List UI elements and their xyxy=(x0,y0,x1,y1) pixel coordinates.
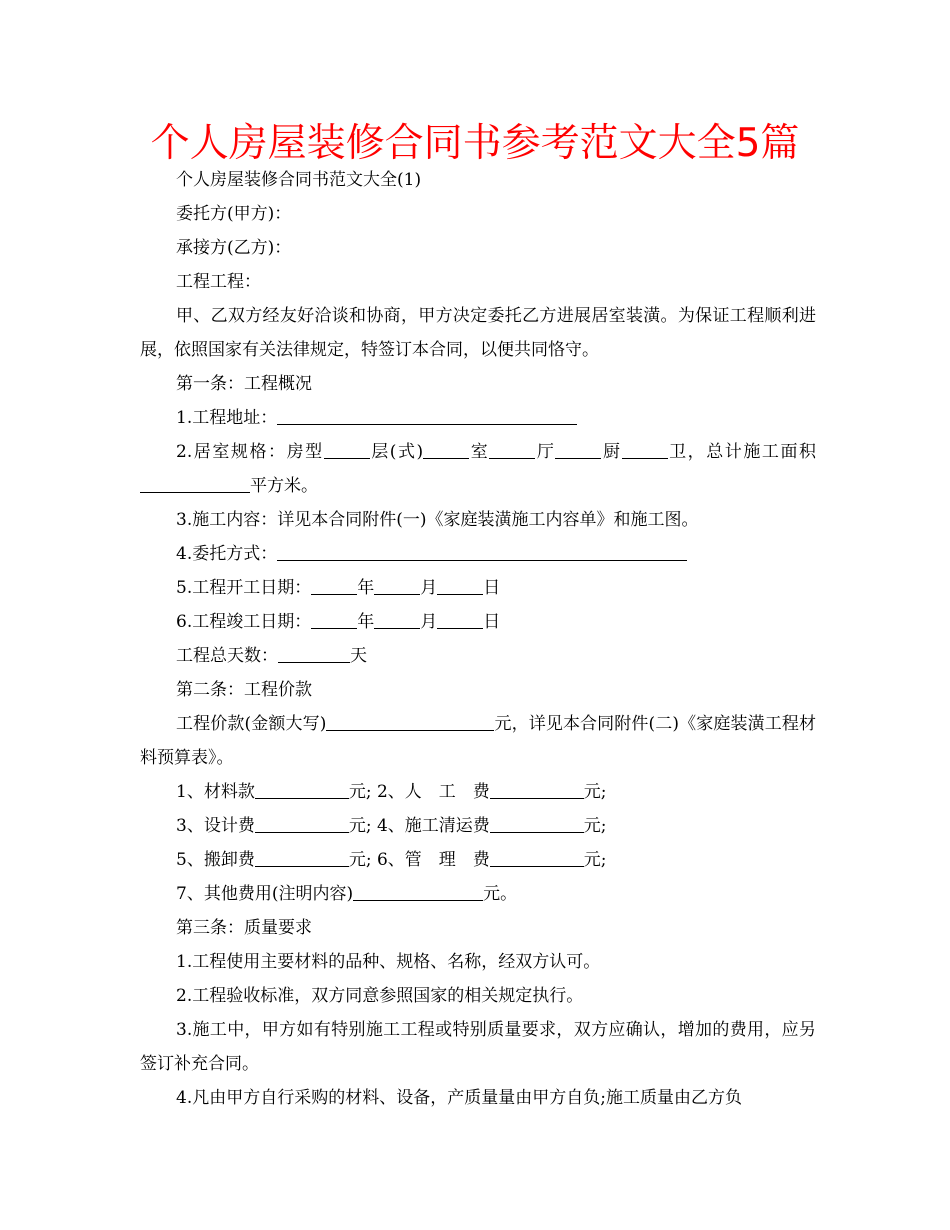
fee-label: 7、其他费用(注明内容) xyxy=(176,884,354,904)
fee-line-2 xyxy=(140,809,816,843)
room-spec-text: 卫，总计施工面积 xyxy=(667,442,817,462)
room-spec-text: 厅 xyxy=(535,442,556,462)
blank-field xyxy=(278,642,350,663)
room-spec-text: 2.居室规格：房型 xyxy=(176,442,324,462)
blank-field xyxy=(374,574,420,595)
document-body xyxy=(140,163,816,1115)
document-title: 个人房屋装修合同书参考范文大全5篇 xyxy=(150,121,800,166)
delegation-label: 4.委托方式： xyxy=(176,544,278,564)
days-unit-text: 天 xyxy=(350,646,367,666)
project-line: 工程工程： xyxy=(176,272,261,292)
end-date-label: 6.工程竣工日期： xyxy=(176,612,312,632)
blank-field xyxy=(622,438,668,459)
room-spec-text: 厨 xyxy=(601,442,622,462)
article-3-heading: 第三条：质量要求 xyxy=(176,918,312,938)
work-content-line: 3.施工内容：详见本合同附件(一)《家庭装潢施工内容单》和施工图。 xyxy=(176,510,699,530)
blank-field xyxy=(324,438,370,459)
blank-field xyxy=(311,608,357,629)
contract-heading: 个人房屋装修合同书范文大全(1) xyxy=(176,170,422,190)
fee-label: 3、设计费 xyxy=(176,816,255,836)
delegation-line xyxy=(140,537,816,571)
quality-item-2: 2.工程验收标准，双方同意参照国家的相关规定执行。 xyxy=(176,986,584,1006)
fee-line-3 xyxy=(140,843,816,877)
blank-field xyxy=(490,846,584,867)
article-2-heading: 第二条：工程价款 xyxy=(176,680,312,700)
fee-unit: 元; xyxy=(583,850,607,870)
blank-field xyxy=(437,574,483,595)
room-spec-text: 平方米。 xyxy=(250,476,318,496)
article-1-heading: 第一条：工程概况 xyxy=(176,374,312,394)
fee-label: 1、材料款 xyxy=(176,782,255,802)
year-text: 年 xyxy=(357,578,375,598)
blank-field xyxy=(255,846,349,867)
intro-paragraph: 甲、乙双方经友好洽谈和协商，甲方决定委托乙方进展居室装潢。为保证工程顺利进展，依照国家有关法律规定，特签订本合同，以便共同恪守。 xyxy=(140,306,816,360)
blank-field xyxy=(326,710,494,731)
party-a-line: 委托方(甲方)： xyxy=(176,204,292,224)
blank-field xyxy=(255,778,349,799)
project-address-line xyxy=(140,401,816,435)
blank-field xyxy=(423,438,469,459)
day-text: 日 xyxy=(483,578,501,598)
fee-label: 元; 2、人 工 费 xyxy=(348,782,490,802)
quality-item-3: 3.施工中，甲方如有特别施工工程或特别质量要求，双方应确认，增加的费用，应另签订补充合同。 xyxy=(140,1020,816,1074)
month-text: 月 xyxy=(420,578,438,598)
quality-item-1: 1.工程使用主要材料的品种、规格、名称，经双方认可。 xyxy=(176,952,601,972)
end-date-line xyxy=(140,605,816,639)
total-days-label: 工程总天数： xyxy=(176,646,278,666)
fee-unit: 元。 xyxy=(483,884,518,904)
blank-field xyxy=(255,812,349,833)
blank-field xyxy=(490,778,584,799)
fee-unit: 元; xyxy=(583,816,607,836)
fee-unit: 元; xyxy=(583,782,607,802)
fee-label: 元; 6、管 理 费 xyxy=(348,850,490,870)
room-spec-text: 层(式) xyxy=(369,442,424,462)
year-text: 年 xyxy=(357,612,375,632)
price-label: 工程价款(金额大写) xyxy=(176,714,327,734)
fee-line-4 xyxy=(140,877,816,911)
blank-field xyxy=(353,880,483,901)
room-spec-paragraph xyxy=(140,435,816,503)
fee-label: 元; 4、施工清运费 xyxy=(348,816,490,836)
delegation-blank xyxy=(277,540,687,561)
blank-field xyxy=(311,574,357,595)
blank-field xyxy=(489,438,535,459)
quality-item-4: 4.凡由甲方自行采购的材料、设备，产质量量由甲方自负;施工质量由乙方负 xyxy=(176,1088,742,1108)
room-spec-text: 室 xyxy=(469,442,490,462)
fee-label: 5、搬卸费 xyxy=(176,850,255,870)
price-paragraph xyxy=(140,707,816,775)
blank-field xyxy=(555,438,601,459)
party-b-line: 承接方(乙方)： xyxy=(176,238,292,258)
price-text: 元，详见本合同附件(二)《家庭装潢工程材料预算表》。 xyxy=(140,714,816,768)
blank-field xyxy=(490,812,584,833)
blank-field xyxy=(437,608,483,629)
project-address-label: 1.工程地址： xyxy=(176,408,278,428)
blank-field xyxy=(140,472,250,493)
fee-line-1 xyxy=(140,775,816,809)
blank-field xyxy=(374,608,420,629)
start-date-line xyxy=(140,571,816,605)
month-text: 月 xyxy=(420,612,438,632)
start-date-label: 5.工程开工日期： xyxy=(176,578,312,598)
total-days-line xyxy=(140,639,816,673)
day-text: 日 xyxy=(483,612,501,632)
project-address-blank xyxy=(277,404,577,425)
